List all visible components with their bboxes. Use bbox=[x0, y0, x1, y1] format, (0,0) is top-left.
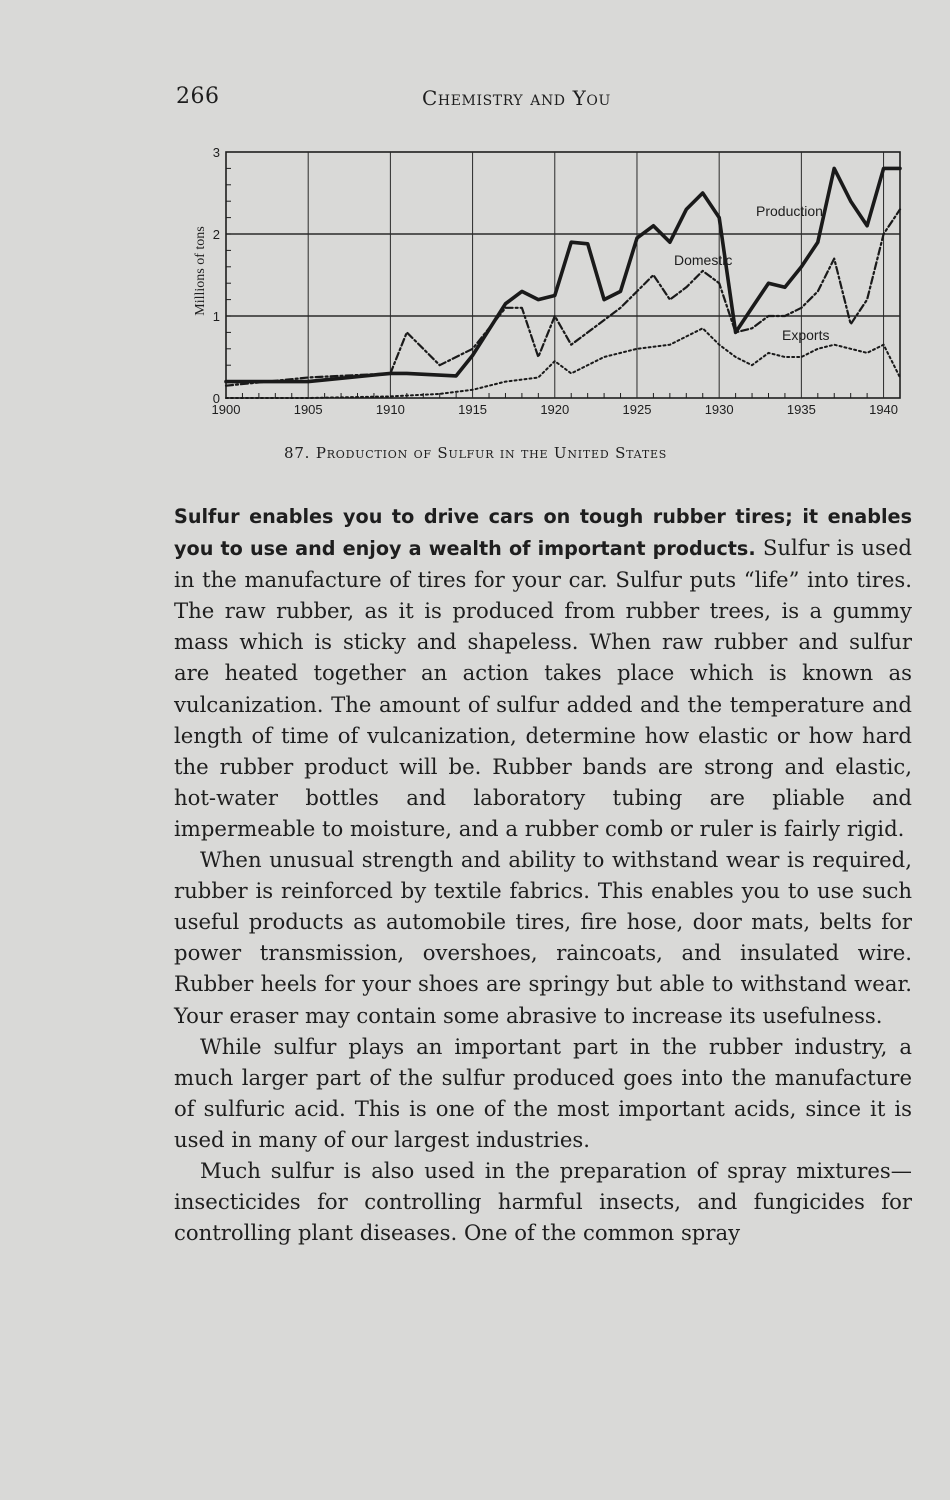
running-title: Chemistry and You bbox=[422, 86, 611, 110]
figure-caption: 87. Production of Sulfur in the United States bbox=[284, 444, 668, 462]
y-tick-label: 2 bbox=[212, 227, 220, 242]
page-number: 266 bbox=[176, 84, 220, 109]
paragraph-2: When unusual strength and ability to withstand wear is required, rubber is reinforced by textile fabrics. This enables you to use such useful products as automobile tires, fire hose, door mats, belts for power transmission, overshoes, raincoats, and insulated wire. Rubber heels for your shoes are springy but able to withstand wear. Your eraser may contain some abrasive to increase its usefulness. bbox=[174, 847, 912, 1028]
x-tick-label: 1935 bbox=[786, 402, 816, 417]
x-tick-label: 1920 bbox=[540, 402, 570, 417]
production-series-label: Production bbox=[756, 203, 823, 219]
series-line-production bbox=[226, 168, 900, 381]
x-tick-label: 1940 bbox=[869, 402, 899, 417]
x-tick-label: 1925 bbox=[622, 402, 652, 417]
paragraph-3: While sulfur plays an important part in the rubber industry, a much larger part of the sulfur produced goes into the manufacture of sulfuric acid. This is one of the most important acids, since it is used in many of our largest industries. bbox=[174, 1033, 912, 1152]
y-tick-label: 1 bbox=[212, 309, 220, 324]
x-tick-label: 1915 bbox=[458, 402, 488, 417]
plot-frame bbox=[226, 152, 900, 398]
x-tick-label: 1930 bbox=[704, 402, 734, 417]
x-tick-label: 1910 bbox=[375, 402, 405, 417]
domestic-series-label: Domestic bbox=[674, 252, 733, 268]
exports-series-label: Exports bbox=[782, 327, 830, 343]
paragraph-1 bbox=[174, 500, 912, 844]
y-tick-label: 3 bbox=[212, 145, 220, 160]
x-tick-label: 1900 bbox=[211, 402, 241, 417]
sulfur-production-chart bbox=[180, 136, 910, 436]
paragraph-1-rest: Sulfur is used in the manufacture of tires for your car. Sulfur puts “life” into tires. The raw rubber, as it is produced from rubber trees, is a gummy mass which is sticky and shapeless. When raw rubber and sulfur are heated together an action takes place which is known as vulcanization. The amount of sulfur added and the temperature and length of time of vulcanization, determine how elastic or how hard the rubber product will be. Rubber bands are strong and elastic, hot-water bottles and laboratory tubing are pliable and impermeable to moisture, and a rubber comb or ruler is fairly rigid. bbox=[174, 535, 912, 841]
paragraph-1-lead: Sulfur enables you to drive cars on tough rubber tires; it enables you to use and enjoy a wealth of important products. bbox=[174, 505, 912, 561]
series-line-domestic bbox=[226, 209, 900, 385]
y-axis-label: Millions of tons bbox=[193, 226, 208, 316]
x-tick-label: 1905 bbox=[293, 402, 323, 417]
y-tick-label: 0 bbox=[212, 391, 220, 406]
body-text bbox=[174, 500, 912, 1248]
paragraph-4: Much sulfur is also used in the preparation of spray mixtures—insecticides for controlling harmful insects, and fungicides for controlling plant diseases. One of the common spray bbox=[174, 1157, 912, 1246]
chart-grid bbox=[226, 152, 900, 398]
